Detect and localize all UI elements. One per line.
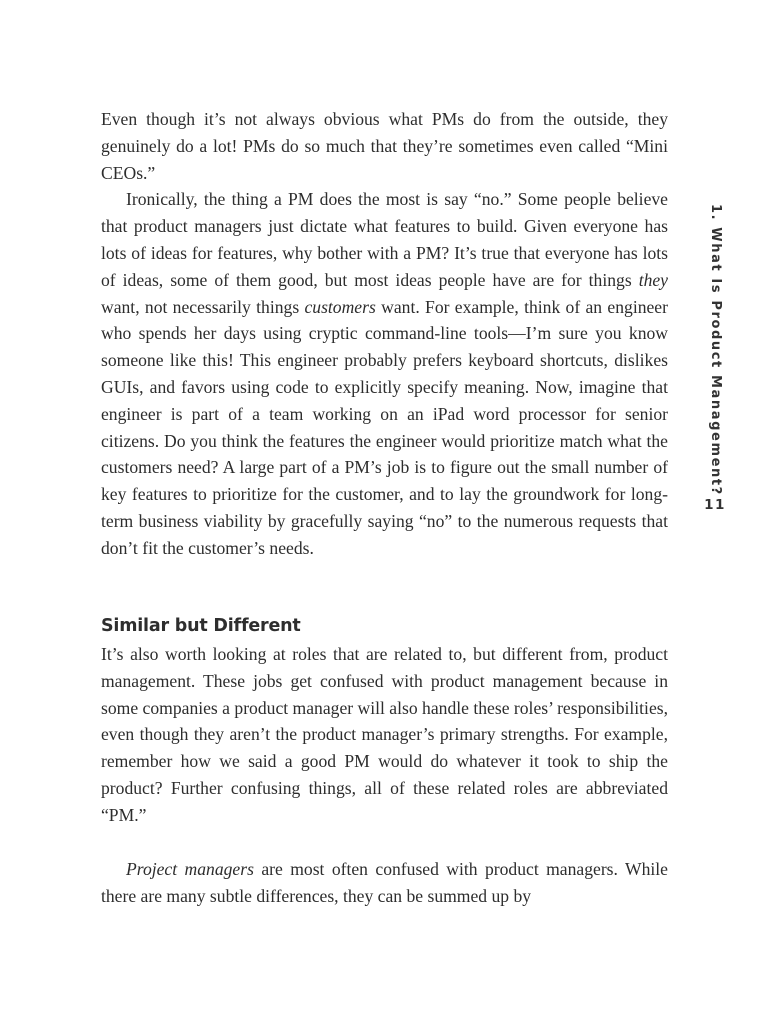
paragraph-text: want. For example, think of an engineer who spends her days using cryptic command-line tools—I’m sure you know someone like this! This engineer probably prefers keyboard shortcuts, dislikes GUIs, and favors using code to explicitly specify meaning. Now, imagine that engineer is part of a team working on an iPad word processor for senior citizens. Do you think the features the engineer would prioritize match what the customers need? A large part of a PM’s job is to figure out the small number of key features to prioritize for the customer, and to lay the groundwork for long-term business viability by gracefully saying “no” to the numerous requests that don’t fit the customer’s needs. xyxy=(101,296,668,558)
emphasis-project-managers: Project managers xyxy=(126,859,254,879)
paragraph-text: want, not necessarily things xyxy=(101,296,305,317)
paragraph-text: Ironically, the thing a PM does the most is say “no.” Some people believe that product managers just dictate what features to build. Given everyone has lots of ideas for features, why bother with a PM? It’s true that everyone has lots of ideas, some of them good, but most ideas people have are for things xyxy=(101,189,668,290)
paragraph-mini-ceos: Even though it’s not always obvious what PMs do from the outside, they genuinely do a lot! PMs do so much that they’re sometimes even called “Mini CEOs.” xyxy=(101,109,668,183)
running-head-chapter-title: 1. What Is Product Management? xyxy=(708,204,723,496)
project-managers-section xyxy=(101,856,668,910)
paragraph-saying-no xyxy=(101,186,668,561)
page-number: 11 xyxy=(704,497,726,513)
section-heading: Similar but Different xyxy=(101,616,301,636)
emphasis-customers: customers xyxy=(304,296,376,317)
paragraph-text: are most often confused with product managers. While there are many subtle differences, they can be summed up by xyxy=(101,859,668,906)
paragraph-project-managers xyxy=(101,856,668,910)
paragraph-related-roles: It’s also worth looking at roles that are related to, but different from, product management. These jobs get confused with product management because in some companies a product manager will also handle these roles’ responsibilities, even though they aren’t the product manager’s primary strengths. For example, remember how we said a good PM would do whatever it took to ship the product? Further confusing things, all of these related roles are abbreviated “PM.” xyxy=(101,644,668,825)
emphasis-they: they xyxy=(638,269,668,290)
similar-section xyxy=(101,641,668,829)
intro-section xyxy=(101,106,668,562)
